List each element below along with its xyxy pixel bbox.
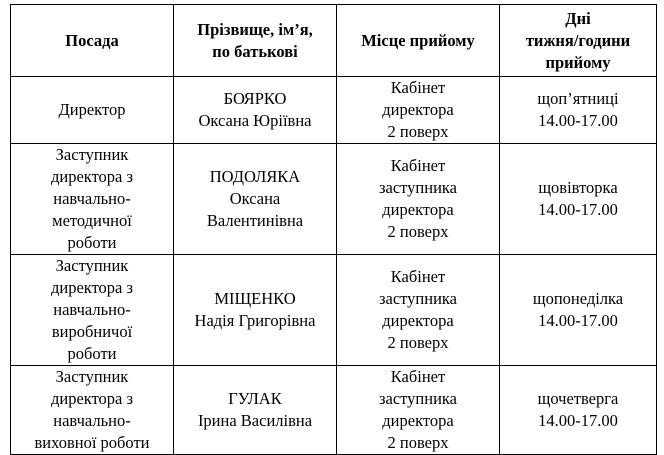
cell-line: директора з xyxy=(50,278,134,297)
cell-line: директора xyxy=(382,200,454,219)
header-line: Прізвище, ім’я, xyxy=(197,19,313,39)
cell-line: Ірина Василівна xyxy=(197,411,313,430)
cell-line: директора xyxy=(382,411,454,430)
reception-schedule-table xyxy=(10,4,657,455)
cell-schedule xyxy=(500,144,657,255)
header-line: Місце прийому xyxy=(361,30,475,50)
cell-position xyxy=(11,366,174,455)
cell-name xyxy=(174,144,337,255)
cell-line: ГУЛАК xyxy=(228,389,282,408)
header-line: тижня/години xyxy=(525,30,631,50)
cell-schedule xyxy=(500,255,657,366)
cell-line: 14.00-17.00 xyxy=(538,111,618,130)
cell-name xyxy=(174,255,337,366)
cell-place xyxy=(337,77,500,144)
cell-line: щочетверга xyxy=(537,389,619,408)
cell-name xyxy=(174,366,337,455)
header-reception-days-hours xyxy=(500,5,657,77)
cell-line: МІЩЕНКО xyxy=(214,289,296,308)
cell-line: БОЯРКО xyxy=(223,89,287,108)
cell-line: Кабінет xyxy=(390,78,446,97)
cell-line: щоп’ятниці xyxy=(537,89,619,108)
cell-line: методичної xyxy=(52,211,132,230)
table-row xyxy=(11,77,657,144)
cell-line: Оксана Юріївна xyxy=(198,111,312,130)
cell-line: 14.00-17.00 xyxy=(538,200,618,219)
cell-line: ПОДОЛЯКА xyxy=(209,167,301,186)
cell-line: навчально- xyxy=(53,411,131,430)
cell-line: виробничої xyxy=(51,322,133,341)
cell-line: 14.00-17.00 xyxy=(538,311,618,330)
cell-line: Заступник xyxy=(55,145,129,164)
cell-position xyxy=(11,77,174,144)
table-row xyxy=(11,366,657,455)
header-position xyxy=(11,5,174,77)
cell-position xyxy=(11,144,174,255)
cell-line: заступника xyxy=(379,178,457,197)
cell-line: Оксана xyxy=(229,189,281,208)
cell-line: Кабінет xyxy=(390,156,446,175)
header-line: по батькові xyxy=(212,41,298,61)
cell-line: роботи xyxy=(67,344,117,363)
cell-line: Заступник xyxy=(55,367,129,386)
cell-line: навчально- xyxy=(53,189,131,208)
cell-line: Заступник xyxy=(55,256,129,275)
cell-line: директора xyxy=(382,100,454,119)
cell-line: роботи xyxy=(67,233,117,252)
cell-line: заступника xyxy=(379,389,457,408)
cell-line: щовівторка xyxy=(538,178,618,197)
header-line: Посада xyxy=(65,30,119,50)
header-reception-place xyxy=(337,5,500,77)
cell-line: 2 поверх xyxy=(387,122,449,141)
cell-name xyxy=(174,77,337,144)
cell-place xyxy=(337,255,500,366)
cell-line: Кабінет xyxy=(390,267,446,286)
table-header-row xyxy=(11,5,657,77)
cell-line: заступника xyxy=(379,289,457,308)
cell-schedule xyxy=(500,366,657,455)
cell-line: навчально- xyxy=(53,300,131,319)
cell-line: 2 поверх xyxy=(387,433,449,452)
cell-line: директора з xyxy=(50,167,134,186)
cell-place xyxy=(337,366,500,455)
cell-position xyxy=(11,255,174,366)
cell-line: Директор xyxy=(58,100,126,119)
cell-line: директора з xyxy=(50,389,134,408)
cell-line: директора xyxy=(382,311,454,330)
cell-line: виховної роботи xyxy=(34,433,150,452)
header-line: Дні xyxy=(565,8,591,28)
cell-line: Надія Григорівна xyxy=(194,311,316,330)
table-row xyxy=(11,255,657,366)
cell-line: 2 поверх xyxy=(387,333,449,352)
cell-place xyxy=(337,144,500,255)
cell-line: Валентинівна xyxy=(206,211,304,230)
cell-line: щопонеділка xyxy=(532,289,624,308)
header-line: прийому xyxy=(545,52,611,72)
cell-line: 14.00-17.00 xyxy=(538,411,618,430)
cell-line: 2 поверх xyxy=(387,222,449,241)
header-full-name xyxy=(174,5,337,77)
cell-schedule xyxy=(500,77,657,144)
cell-line: Кабінет xyxy=(390,367,446,386)
table-row xyxy=(11,144,657,255)
